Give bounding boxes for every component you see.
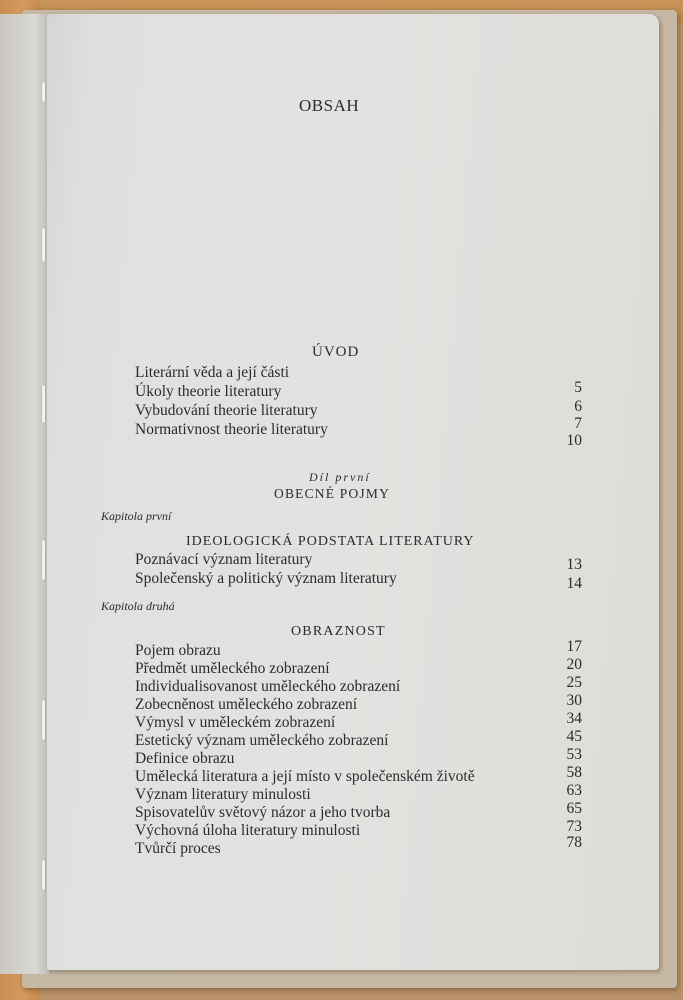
toc-page-number: 6 — [574, 398, 582, 415]
toc-entry: Význam literatury minulosti — [135, 786, 311, 803]
toc-entry: Předmět uměleckého zobrazení — [135, 660, 330, 677]
toc-page-number: 13 — [566, 556, 582, 573]
toc-entry: Umělecká literatura a její místo v společenském životě — [135, 768, 475, 785]
contents-page — [47, 14, 659, 970]
page-title: OBSAH — [299, 96, 360, 115]
toc-entry: Vybudování theorie literatury — [135, 402, 318, 419]
part-heading: OBECNÉ POJMY — [274, 486, 391, 501]
binding-stitch — [42, 540, 45, 580]
binding-stitch — [42, 385, 45, 423]
toc-page-number: 63 — [566, 782, 582, 799]
toc-page-number: 78 — [566, 834, 582, 851]
toc-entry: Výmysl v uměleckém zobrazení — [135, 714, 336, 731]
toc-page-number: 58 — [566, 764, 582, 781]
toc-entry: Definice obrazu — [135, 750, 235, 767]
previous-page-edge — [0, 14, 51, 974]
toc-page-number: 17 — [566, 638, 582, 655]
chapter-label: Kapitola první — [101, 509, 172, 523]
toc-page-number: 65 — [566, 800, 582, 817]
toc-entry: Tvůrčí proces — [135, 840, 221, 857]
toc-page-number: 34 — [566, 710, 582, 727]
toc-entry: Společenský a politický význam literatury — [135, 570, 397, 587]
toc-entry: Zobecněnost uměleckého zobrazení — [135, 696, 358, 713]
intro-heading: ÚVOD — [312, 344, 360, 360]
toc-page-number: 45 — [566, 728, 582, 745]
toc-entry: Úkoly theorie literatury — [135, 383, 282, 400]
toc-entry: Pojem obrazu — [135, 642, 221, 659]
toc-entry: Estetický význam uměleckého zobrazení — [135, 732, 389, 749]
binding-stitch — [42, 860, 45, 890]
chapter-heading: OBRAZNOST — [291, 624, 386, 639]
toc-entry: Individualisovanost uměleckého zobrazení — [135, 678, 401, 695]
binding-stitch — [42, 700, 45, 740]
toc-entry: Spisovatelův světový názor a jeho tvorba — [135, 804, 391, 821]
toc-page-number: 7 — [574, 415, 582, 432]
toc-entry: Literární věda a její části — [135, 364, 290, 381]
part-label: Díl první — [309, 470, 371, 484]
toc-page-number: 25 — [566, 674, 582, 691]
toc-entry: Normativnost theorie literatury — [135, 421, 328, 438]
binding-stitch — [42, 228, 45, 262]
toc-page-number: 10 — [566, 432, 582, 449]
toc-entry: Výchovná úloha literatury minulosti — [135, 822, 361, 839]
chapter-heading: IDEOLOGICKÁ PODSTATA LITERATURY — [186, 534, 475, 549]
binding-stitch — [42, 82, 45, 102]
toc-page-number: 53 — [566, 746, 582, 763]
toc-page-number: 14 — [566, 575, 582, 592]
toc-page-number: 20 — [566, 656, 582, 673]
chapter-label: Kapitola druhá — [101, 599, 175, 613]
toc-page-number: 30 — [566, 692, 582, 709]
toc-entry: Poznávací význam literatury — [135, 551, 313, 568]
toc-page-number: 5 — [574, 379, 582, 396]
toc-page-number: 73 — [566, 818, 582, 835]
